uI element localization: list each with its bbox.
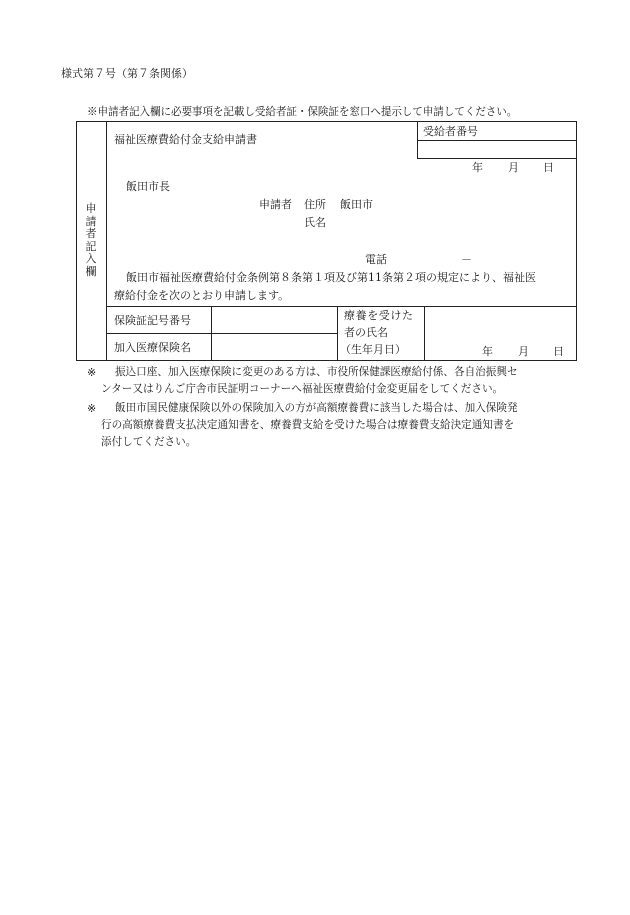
bottom-col-divider-2 [337,306,338,361]
birth-year-label: 年 [482,345,493,358]
applicant-section-label: 申請者記入欄 [85,202,97,278]
address-label: 住所 [304,198,326,211]
insurance-name-label: 加入医療保険名 [114,341,191,354]
insurance-number-label: 保険証記号番号 [114,314,191,327]
note-1-line-1: 振込口座、加入医療保険に変更のある方は、市役所保健課医療給付係、各自治振興セ [115,366,518,378]
recipient-box-bottom [417,158,577,159]
insurance-number-field[interactable] [213,308,335,332]
recipient-number-field[interactable] [419,143,575,157]
recipient-box-divider [417,140,577,141]
statement-line-2: 療給付金を次のとおり申請します。 [114,289,290,302]
note-2-line-1: 飯田市国民健康保険以外の保険加入の方が高額療養費に該当した場合は、加入保険発 [115,402,518,414]
note-1-line-2: ンター又はりんご庁舎市民証明コーナーへ福祉医療費給付金変更届をしてください。 [101,383,504,395]
label-column-divider [106,121,107,361]
bottom-col-divider-1 [211,306,212,361]
name-label: 氏名 [304,216,326,229]
phone-label: 電話 [365,253,387,266]
applicant-label: 申請者 [259,198,292,211]
birthdate-label: （生年月日） [340,343,406,356]
address-value: 飯田市 [340,198,373,211]
addressee: 飯田市長 [126,180,170,193]
instruction-text: ※申請者記入欄に必要事項を記載し受給者証・保険証を窓口へ提示して申請してください。 [87,106,518,118]
date-month-label: 月 [508,161,519,174]
statement-line-1: 飯田市福祉医療費給付金条例第８条第１項及び第11条第２項の規定により、福祉医 [126,271,536,284]
birth-day-label: 日 [553,345,564,358]
recipient-name-label-1: 療養を受けた [344,309,414,322]
note-1-mark: ※ [87,366,97,379]
note-2-line-2: 行の高額療養費支払決定通知書を、療養費支給を受けた場合は療養費支給決定通知書を [101,419,515,431]
date-day-label: 日 [543,161,554,174]
birth-month-label: 月 [518,345,529,358]
recipient-number-label: 受給者番号 [423,125,478,138]
bottom-col-divider-3 [424,306,425,361]
date-year-label: 年 [472,161,483,174]
phone-dash: － [461,253,472,266]
recipient-name-field[interactable] [426,308,575,342]
insurance-name-field[interactable] [213,335,335,359]
form-number: 様式第７号（第７条関係） [61,67,193,80]
note-2-mark: ※ [87,402,97,415]
document-title: 福祉医療費給付金支給申請書 [114,133,257,146]
bottom-section-top [106,306,577,307]
recipient-name-label-2: 者の氏名 [344,326,388,339]
bottom-section-mid [106,333,337,334]
note-2-line-3: 添付してください。 [101,436,197,448]
